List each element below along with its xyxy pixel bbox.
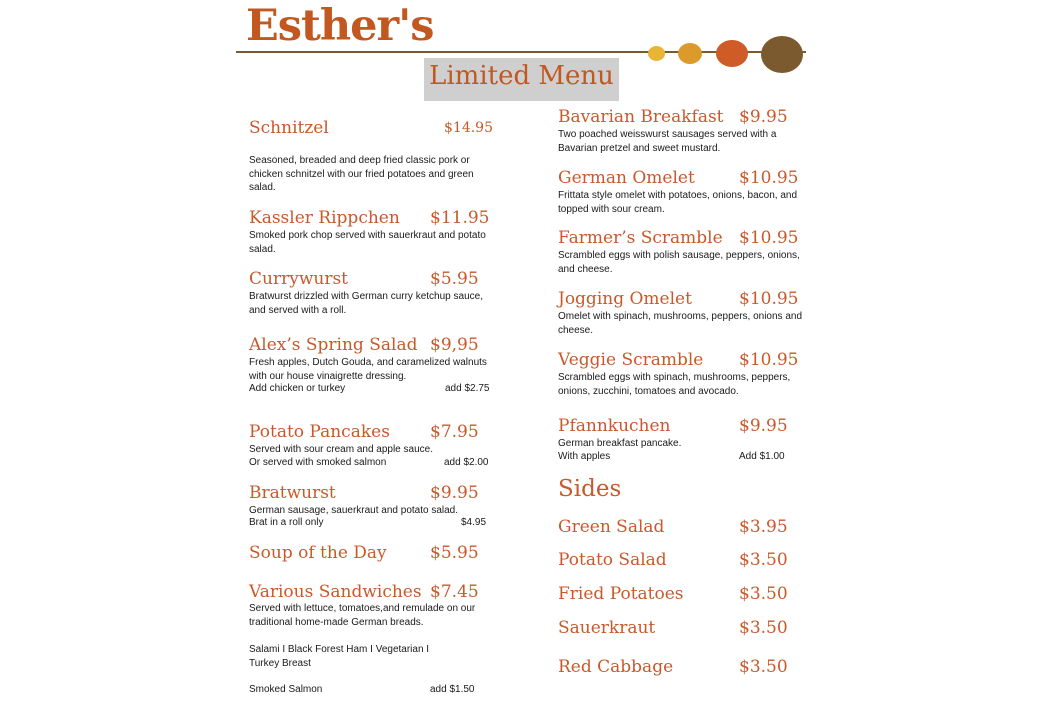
menu-item-name: Jogging Omelet — [558, 289, 692, 309]
menu-item-price: $10.95 — [739, 350, 799, 370]
addon-price: add $1.50 — [430, 684, 475, 695]
side-item-name: Potato Salad — [558, 550, 667, 570]
menu-item-description: Smoked pork chop served with sauerkraut and potato salad. — [249, 230, 486, 255]
decor-dot-2 — [678, 43, 702, 64]
menu-item-description: German breakfast pancake. — [558, 438, 682, 449]
side-item-name: Red Cabbage — [558, 657, 674, 677]
menu-item-name: Alex’s Spring Salad — [249, 335, 418, 355]
menu-item-price: $10.95 — [739, 228, 799, 248]
menu-item-description: Scrambled eggs with spinach, mushrooms, peppers, onions, zucchini, tomatoes and avocado. — [558, 372, 791, 397]
addon-label: Brat in a roll only — [249, 517, 324, 528]
menu-item-description: Two poached weisswurst sausages served with a Bavarian pretzel and sweet mustard. — [558, 129, 777, 154]
side-item-name: Fried Potatoes — [558, 584, 684, 604]
side-item-price: $3.50 — [739, 584, 788, 604]
menu-item-name: Bavarian Breakfast — [558, 107, 724, 127]
addon-price: $4.95 — [461, 517, 487, 528]
menu-item-price: $5.95 — [430, 543, 479, 563]
menu-item-name: Farmer’s Scramble — [558, 228, 723, 248]
menu-item-description: Seasoned, breaded and deep fried classic pork or chicken schnitzel with our fried potatoes and green salad. — [249, 155, 474, 193]
side-item-price: $3.50 — [739, 657, 788, 677]
menu-item-description: Fresh apples, Dutch Gouda, and caramelized walnuts with our house vinaigrette dressing. — [249, 357, 487, 382]
menu-item-price: $14.95 — [444, 120, 493, 136]
menu-item-name: Currywurst — [249, 269, 348, 289]
side-item-price: $3.95 — [739, 517, 788, 537]
menu-subtitle: Limited Menu — [424, 58, 619, 101]
decor-dot-1 — [648, 46, 665, 61]
menu-item-price: $9.95 — [739, 107, 788, 127]
menu-item-description: Frittata style omelet with potatoes, onions, bacon, and topped with sour cream. — [558, 190, 798, 215]
decor-dot-4 — [761, 36, 803, 73]
menu-item-description: Served with sour cream and apple sauce. — [249, 444, 433, 455]
side-item-name: Sauerkraut — [558, 618, 656, 638]
addon-label: Add chicken or turkey — [249, 383, 346, 394]
menu-item-name: Schnitzel — [249, 118, 329, 138]
menu-item-price: $7.45 — [430, 582, 479, 602]
menu-item-price: $11.95 — [430, 208, 490, 228]
menu-item-description: Served with lettuce, tomatoes,and remulade on our traditional home-made German breads. — [249, 603, 476, 628]
menu-item-description: Scrambled eggs with polish sausage, peppers, onions, and cheese. — [558, 250, 800, 275]
menu-item-description: German sausage, sauerkraut and potato salad. — [249, 505, 459, 516]
menu-item-price: $7.95 — [430, 422, 479, 442]
menu-item-price: $9.95 — [739, 416, 788, 436]
side-item-price: $3.50 — [739, 550, 788, 570]
menu-item-name: German Omelet — [558, 168, 695, 188]
menu-item-price: $10.95 — [739, 168, 799, 188]
menu-item-price: $9.95 — [430, 483, 479, 503]
menu-item-price: $5.95 — [430, 269, 479, 289]
decor-dot-3 — [716, 40, 748, 67]
addon-label: Smoked Salmon — [249, 684, 323, 695]
menu-item-name: Kassler Rippchen — [249, 208, 400, 228]
brand-title: Esther's — [246, 1, 434, 51]
menu-item-description: Omelet with spinach, mushrooms, peppers, onions and cheese. — [558, 311, 803, 336]
addon-price: Add $1.00 — [739, 451, 785, 462]
side-item-name: Green Salad — [558, 517, 665, 537]
menu-item-description: Bratwurst drizzled with German curry ketchup sauce, and served with a roll. — [249, 291, 483, 316]
addon-label: Or served with smoked salmon — [249, 457, 387, 468]
menu-item-name: Pfannkuchen — [558, 416, 671, 436]
addon-price: add $2.00 — [444, 457, 489, 468]
menu-item-name: Various Sandwiches — [249, 582, 422, 602]
addon-price: add $2.75 — [445, 383, 490, 394]
side-item-price: $3.50 — [739, 618, 788, 638]
menu-item-name: Bratwurst — [249, 483, 336, 503]
menu-item-name: Potato Pancakes — [249, 422, 390, 442]
addon-label: With apples — [558, 451, 611, 462]
menu-item-name: Soup of the Day — [249, 543, 387, 563]
sandwich-options: Salami I Black Forest Ham I Vegetarian I Turkey Breast — [249, 644, 430, 669]
sides-heading: Sides — [558, 476, 622, 502]
menu-item-name: Veggie Scramble — [558, 350, 704, 370]
menu-item-price: $10.95 — [739, 289, 799, 309]
menu-item-price: $9,95 — [430, 335, 479, 355]
